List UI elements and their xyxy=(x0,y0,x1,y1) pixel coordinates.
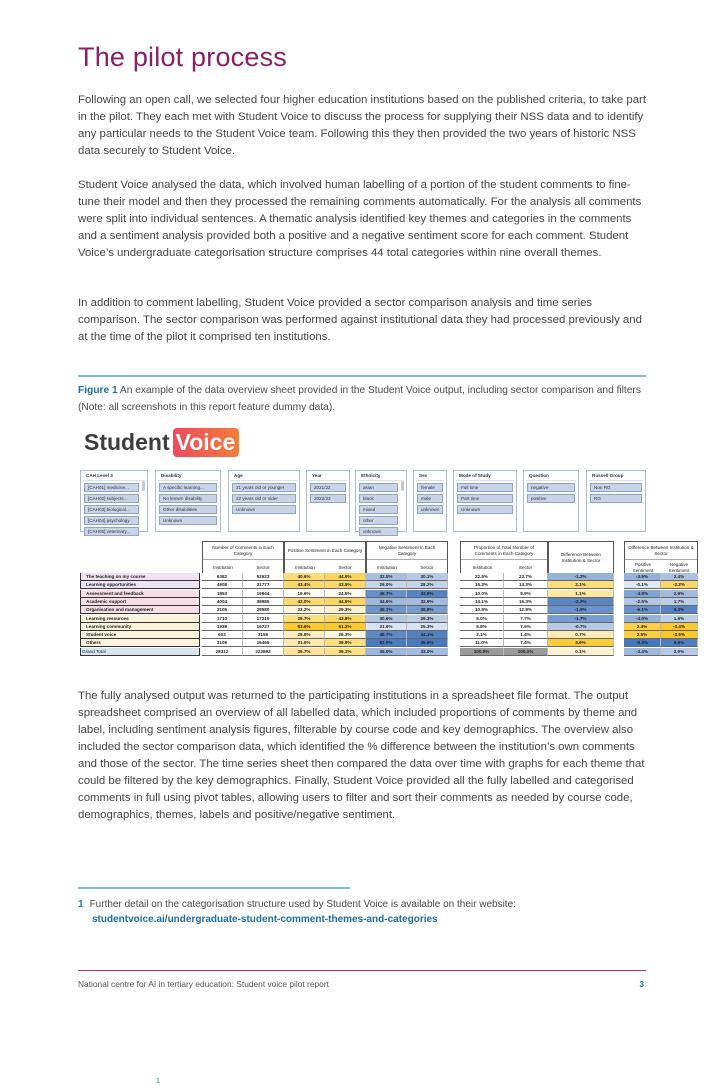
cell-prop-s: 8.9% xyxy=(504,590,548,598)
header-positive xyxy=(284,541,366,573)
cell-pos-s: 26.3% xyxy=(325,631,366,639)
header-subcolumn: Negative Sentiment xyxy=(668,561,690,573)
cell-pos-i: 43.4% xyxy=(284,581,325,589)
header-title: Negative Sentiment in Each Category xyxy=(378,544,436,556)
cell-diff: -1.2% xyxy=(548,573,614,581)
footer-divider xyxy=(78,970,646,971)
cell-inst: 4608 xyxy=(202,581,243,589)
paragraph-intro: Following an open call, we selected four higher education institutions based on the published criteria, to take part in the pilot. They each met with Student Voice to discuss the process for supplying their NSS data and to identify any particular needs to the Student Voice team. Following this they then provided the two years of historic NSS data securely to Student Voice. xyxy=(78,94,646,157)
row-label: The teaching on my course xyxy=(80,573,200,581)
cell-diff: -1.7% xyxy=(548,615,614,623)
cell-neg-i: 21.6% xyxy=(366,623,407,631)
cell-prop-i: 6.0% xyxy=(460,615,504,623)
cell-dpos: -4.0% xyxy=(624,615,661,623)
cell-sector: 222892 xyxy=(243,648,284,656)
row-label: Others xyxy=(80,639,200,647)
cell-pos-i: 42.0% xyxy=(284,598,325,606)
cell-neg-i: 34.6% xyxy=(366,598,407,606)
slicer-ethnicity xyxy=(355,470,407,532)
cell-prop-s: 14.3% xyxy=(504,581,548,589)
slicer-year xyxy=(306,470,350,532)
slicer-item[interactable]: RG xyxy=(590,494,642,503)
cell-neg-i: 32.5% xyxy=(366,573,407,581)
cell-inst: 4004 xyxy=(202,598,243,606)
slicer-item[interactable]: female xyxy=(417,483,443,492)
cell-pos-s: 39.1% xyxy=(325,648,366,656)
footnote-link[interactable]: studentvoice.ai/undergraduate-student-comment-themes-and-categories xyxy=(92,914,438,925)
slicer-title: Year xyxy=(309,471,347,481)
cell-inst: 3105 xyxy=(202,606,243,614)
cell-neg-s: 44.1% xyxy=(407,631,448,639)
page-footer xyxy=(78,979,646,989)
cell-sector: 16465 xyxy=(243,639,284,647)
slicer-title: Sex xyxy=(416,471,444,481)
cell-neg-s: 43.8% xyxy=(407,590,448,598)
cell-dpos: -8.3% xyxy=(624,639,661,647)
cell-sector: 17210 xyxy=(243,615,284,623)
cell-pos-s: 43.8% xyxy=(325,615,366,623)
slicer-item[interactable]: asian xyxy=(359,483,398,492)
row-label: Grand Total xyxy=(80,648,200,656)
cell-dneg: 2.0% xyxy=(661,648,698,656)
cell-inst: 3109 xyxy=(202,639,243,647)
footer-title: National centre for AI in tertiary education: Student voice pilot report xyxy=(78,979,329,989)
header-negative xyxy=(366,541,448,573)
header-subcolumn: Institution xyxy=(213,564,233,570)
slicer-sex xyxy=(413,470,447,532)
slicer-disability xyxy=(155,470,221,532)
slicer-item[interactable]: Full time xyxy=(457,483,513,492)
cell-neg-i: 46.7% xyxy=(366,590,407,598)
cell-neg-s: 38.8% xyxy=(407,606,448,614)
slicer-age xyxy=(228,470,300,532)
cell-dneg: 1.6% xyxy=(661,615,698,623)
slicer-item[interactable]: [CAH01] medicine... xyxy=(84,483,139,492)
cell-pos-i: 19.6% xyxy=(284,590,325,598)
slicer-item[interactable]: A specific learning... xyxy=(159,483,217,492)
cell-prop-s: 16.3% xyxy=(504,598,548,606)
cell-sector: 3159 xyxy=(243,631,284,639)
footnote-text: Further detail on the categorisation structure used by Student Voice is available on their website: xyxy=(89,899,516,910)
slicer-item[interactable]: [CAH02] subjects... xyxy=(84,494,139,503)
slicer-item[interactable]: black xyxy=(359,494,398,503)
cell-prop-s: 100.0% xyxy=(504,648,548,656)
cell-neg-i: 35.0% xyxy=(366,648,407,656)
slicer-item[interactable]: male xyxy=(417,494,443,503)
row-label: Assessment and feedback xyxy=(80,590,200,598)
cell-prop-s: 1.4% xyxy=(504,631,548,639)
header-title: Difference Between Institution & Sector xyxy=(628,544,694,556)
cell-prop-i: 22.5% xyxy=(460,573,504,581)
slicer-item[interactable]: 2021/22 xyxy=(310,483,346,492)
slicer-item[interactable]: other xyxy=(359,516,398,525)
cell-diff: 3.6% xyxy=(548,639,614,647)
cell-inst: 1853 xyxy=(202,590,243,598)
cell-dpos: 2.4% xyxy=(624,623,661,631)
cell-dneg: 6.6% xyxy=(661,639,698,647)
header-subcolumn: Institution xyxy=(377,564,397,570)
cell-prop-i: 100.0% xyxy=(460,648,504,656)
cell-dpos: -3.9% xyxy=(624,573,661,581)
cell-inst: 603 xyxy=(202,631,243,639)
cell-prop-i: 14.1% xyxy=(460,598,504,606)
slicer-mode-of-study xyxy=(453,470,517,532)
cell-prop-i: 11.0% xyxy=(460,639,504,647)
cell-prop-i: 10.9% xyxy=(460,606,504,614)
cell-pos-i: 28.8% xyxy=(284,631,325,639)
cell-pos-i: 39.7% xyxy=(284,615,325,623)
cell-pos-s: 24.5% xyxy=(325,590,366,598)
cell-prop-s: 7.7% xyxy=(504,615,548,623)
header-difference xyxy=(548,541,614,573)
cell-dpos: -0.1% xyxy=(624,581,661,589)
slicer-title: CAH Level 3 xyxy=(83,471,145,481)
cell-dneg: 6.3% xyxy=(661,606,698,614)
slicer-title: Disability xyxy=(158,471,218,481)
header-diff-sentiment xyxy=(624,541,698,573)
figure-label: Figure 1 xyxy=(78,385,118,396)
cell-diff: 0.7% xyxy=(548,631,614,639)
slicer-item[interactable]: Other disabilities xyxy=(159,505,217,514)
header-comments xyxy=(202,541,284,573)
cell-inst: 28312 xyxy=(202,648,243,656)
cell-pos-i: 35.7% xyxy=(284,648,325,656)
paragraph-sector-comparison: In addition to comment labelling, Student Voice provided a sector comparison analysis and time series comparison. The sector comparison was performed against institutional data they had processed previously and at the time of the pilot it comprised ten institutions. xyxy=(78,297,642,343)
cell-pos-s: 43.5% xyxy=(325,581,366,589)
cell-pos-i: 40.6% xyxy=(284,573,325,581)
cell-diff: 1.1% xyxy=(548,590,614,598)
cell-prop-i: 2.1% xyxy=(460,631,504,639)
slicer-item[interactable]: [CAH03] biological... xyxy=(84,505,139,514)
row-label: Academic support xyxy=(80,598,200,606)
slicer-item[interactable]: No known disability xyxy=(159,494,217,503)
cell-inst: 1938 xyxy=(202,623,243,631)
cell-diff: 2.1% xyxy=(548,581,614,589)
cell-dneg: -3.4% xyxy=(661,623,698,631)
row-label: Learning community xyxy=(80,623,200,631)
footnote-number: 1 xyxy=(78,899,84,910)
slicer-item[interactable]: unknown xyxy=(417,505,443,514)
slicer-title: Russell Group xyxy=(589,471,643,481)
header-subcolumn: Institution xyxy=(295,564,315,570)
slicer-item[interactable]: mixed xyxy=(359,505,398,514)
cell-sector: 28580 xyxy=(243,606,284,614)
cell-prop-i: 16.3% xyxy=(460,581,504,589)
cell-neg-s: 25.3% xyxy=(407,623,448,631)
slicer-item[interactable]: 21 years old or younger xyxy=(232,483,296,492)
cell-neg-s: 28.2% xyxy=(407,581,448,589)
header-title: Proportion of Total Number of Comments in Each Category xyxy=(474,544,534,556)
slicer-title: Question xyxy=(526,471,576,481)
header-subcolumn: Sector xyxy=(256,564,270,570)
cell-pos-s: 29.3% xyxy=(325,606,366,614)
figure-divider xyxy=(78,375,646,377)
cell-diff: -1.9% xyxy=(548,606,614,614)
slicer-item[interactable]: Unknown xyxy=(159,516,217,525)
logo-text-student: Student xyxy=(84,428,170,455)
slicer-title: Mode of Study xyxy=(456,471,514,481)
cell-neg-i: 53.0% xyxy=(366,639,407,647)
cell-diff: 0.1% xyxy=(548,648,614,656)
footnote-reference[interactable]: 1 xyxy=(156,1078,160,1085)
cell-dpos: -4.9% xyxy=(624,590,661,598)
cell-pos-s: 39.9% xyxy=(325,639,366,647)
cell-neg-s: 32.9% xyxy=(407,598,448,606)
cell-sector: 52623 xyxy=(243,573,284,581)
header-subcolumn: Institution xyxy=(472,564,493,570)
cell-neg-i: 45.1% xyxy=(366,606,407,614)
slicer-item[interactable]: [CAH04] psychology xyxy=(84,516,139,525)
slicer-item[interactable]: 22 years old or older xyxy=(232,494,296,503)
cell-prop-i: 6.8% xyxy=(460,623,504,631)
header-subcolumn: Sector xyxy=(338,564,352,570)
slicer-scrollbar[interactable] xyxy=(142,481,145,491)
cell-dneg: 1.7% xyxy=(661,598,698,606)
cell-pos-i: 31.6% xyxy=(284,639,325,647)
slicer-item[interactable]: Unknown xyxy=(232,505,296,514)
cell-dneg: -2.2% xyxy=(661,581,698,589)
cell-neg-s: 33.0% xyxy=(407,648,448,656)
row-label: Learning opportunities xyxy=(80,581,200,589)
slicer-item[interactable]: Unknown xyxy=(457,505,513,514)
header-subcolumn: Sector xyxy=(420,564,434,570)
slicer-scrollbar[interactable] xyxy=(401,481,404,491)
slicer-item[interactable]: Part time xyxy=(457,494,513,503)
cell-dpos: -3.4% xyxy=(624,648,661,656)
cell-neg-s: 30.1% xyxy=(407,573,448,581)
figure-caption xyxy=(78,382,650,416)
slicer-item[interactable]: negative xyxy=(527,483,575,492)
cell-dneg: 2.4% xyxy=(661,573,698,581)
cell-pos-i: 53.6% xyxy=(284,623,325,631)
cell-neg-i: 30.6% xyxy=(366,615,407,623)
cell-pos-s: 44.5% xyxy=(325,598,366,606)
header-subcolumn: Positive Sentiment xyxy=(632,561,654,573)
cell-diff: -2.2% xyxy=(548,598,614,606)
header-title: Positive Sentiment in Each Category xyxy=(287,547,363,553)
footnote xyxy=(78,897,516,927)
slicer-question xyxy=(523,470,579,532)
paragraph-analysis-text: Student Voice analysed the data, which involved human labelling of a portion of the student comments to fine-tune their model and then they processed the remaining comments automatically. For the analysis all comments were split into individual sentences. A thematic analysis identified key themes and categories in the comments and a sentiment analysis provided both a positive and a negative sentiment score for each comment. Student Voice’s undergraduate categorisation structure comprises 44 total categories within nine overall themes. xyxy=(78,179,642,259)
cell-neg-s: 45.6% xyxy=(407,639,448,647)
slicer-title: Age xyxy=(231,471,297,481)
cell-dpos: -2.5% xyxy=(624,598,661,606)
header-subcolumn: Sector xyxy=(518,564,533,570)
cell-prop-s: 7.4% xyxy=(504,639,548,647)
cell-pos-i: 23.2% xyxy=(284,606,325,614)
slicer-item[interactable]: Non RG xyxy=(590,483,642,492)
slicer-item[interactable]: unknown xyxy=(359,527,398,536)
slicer-cah-level-3 xyxy=(80,470,148,532)
cell-sector: 38985 xyxy=(243,598,284,606)
header-proportion xyxy=(460,541,548,573)
page-number: 3 xyxy=(639,979,644,989)
logo-badge-voice: Voice xyxy=(173,428,240,457)
header-title: Difference Between Institution & Sector xyxy=(560,552,601,563)
slicer-russell-group xyxy=(586,470,646,532)
cell-neg-s: 29.3% xyxy=(407,615,448,623)
page-title: The pilot process xyxy=(78,42,287,72)
cell-prop-s: 7.5% xyxy=(504,623,548,631)
cell-prop-s: 12.8% xyxy=(504,606,548,614)
slicer-item[interactable]: [CAH05] veterinary... xyxy=(84,527,139,536)
cell-dpos: -6.1% xyxy=(624,606,661,614)
student-voice-logo xyxy=(84,427,239,457)
cell-pos-s: 51.2% xyxy=(325,623,366,631)
footnote-divider xyxy=(78,887,350,889)
cell-dneg: -3.5% xyxy=(661,631,698,639)
cell-neg-i: 48.7% xyxy=(366,631,407,639)
cell-sector: 31777 xyxy=(243,581,284,589)
cell-sector: 16727 xyxy=(243,623,284,631)
figure-caption-text: An example of the data overview sheet provided in the Student Voice output, including sector comparison and filters (Note: all screenshots in this report feature dummy data). xyxy=(78,385,641,413)
cell-inst: 1710 xyxy=(202,615,243,623)
cell-diff: -0.7% xyxy=(548,623,614,631)
cell-neg-i: 26.0% xyxy=(366,581,407,589)
row-label: Student voice xyxy=(80,631,200,639)
cell-sector: 19944 xyxy=(243,590,284,598)
header-title: Number of Comments in Each Category xyxy=(212,544,274,556)
row-label: Organisation and management xyxy=(80,606,200,614)
cell-dpos: 2.5% xyxy=(624,631,661,639)
row-label: Learning resources xyxy=(80,615,200,623)
slicer-item[interactable]: 2022/23 xyxy=(310,494,346,503)
paragraph-output: The fully analysed output was returned to the participating institutions in a spreadsheet file format. The output spreadsheet comprised an overview of all labelled data, which included proportions of comments by theme and label, including sentiment analysis figures, filterable by course code and key demographics. The overview also included the sector comparison data, which identified the % difference between the institution’s own comments and those of the sector. The time series sheet then compared the data over time with graphs for each theme that could be filtered by the key demographics. Finally, Student Voice provided all the fully labelled and categorised comments in full using pivot tables, allowing users to filter and sort their comments as needed by course code, demographics, themes, labels and positive/negative sentiment. xyxy=(78,690,645,821)
cell-prop-i: 10.0% xyxy=(460,590,504,598)
cell-pos-s: 44.9% xyxy=(325,573,366,581)
cell-dneg: 2.9% xyxy=(661,590,698,598)
slicer-item[interactable]: positive xyxy=(527,494,575,503)
slicer-title: Ethnicity xyxy=(358,471,404,481)
cell-prop-s: 23.7% xyxy=(504,573,548,581)
cell-inst: 6382 xyxy=(202,573,243,581)
